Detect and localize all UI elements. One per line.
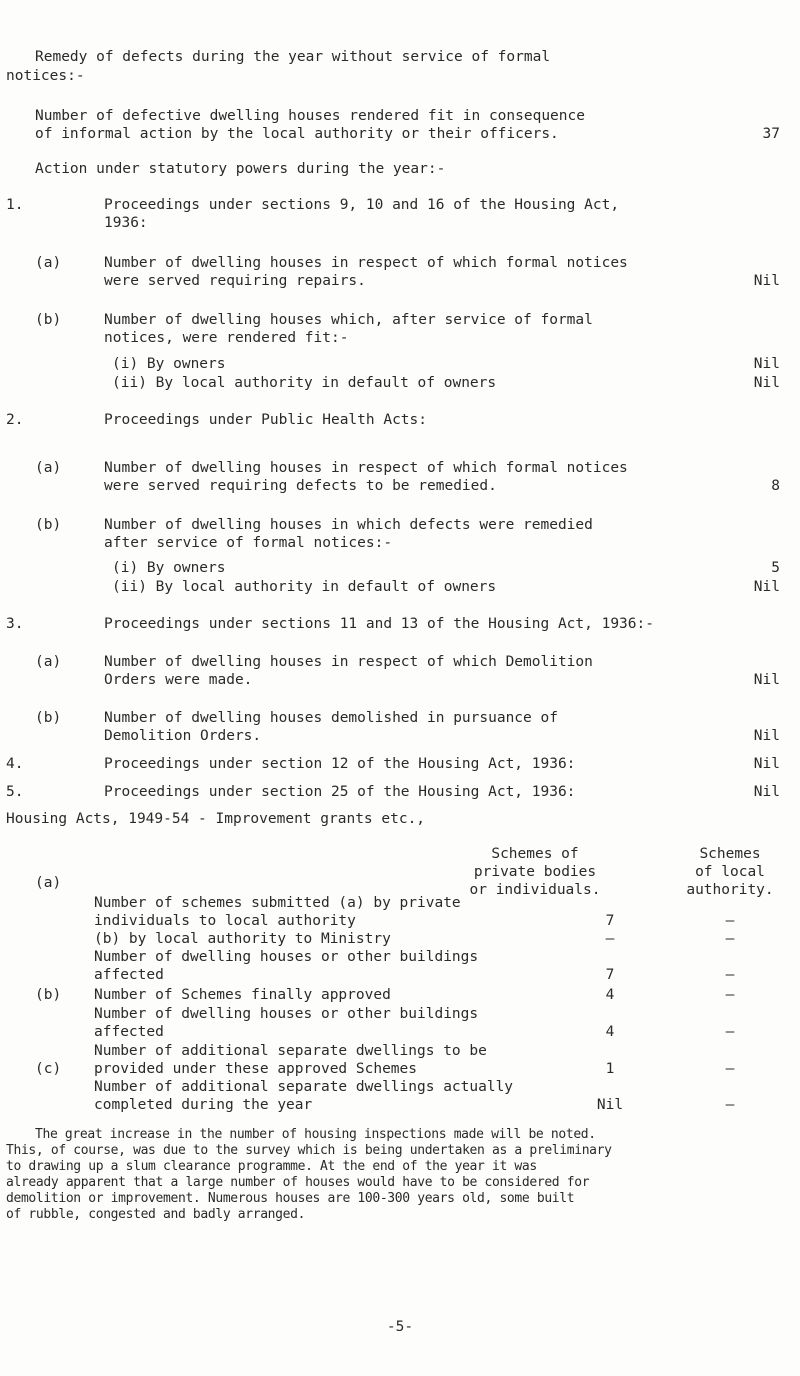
section-1b-line2: notices, were rendered fit:- (104, 330, 349, 346)
closing-line: demolition or improvement. Numerous houses are 100-300 years old, some built (6, 1191, 575, 1206)
closing-line: This, of course, was due to the survey which is being undertaken as a preliminary (6, 1143, 612, 1158)
remedy-heading-line1: Remedy of defects during the year without service of formal (35, 49, 551, 65)
section-1b-i: (i) By owners (112, 356, 226, 372)
section-4-number: 4. (6, 756, 24, 772)
closing-paragraph (6, 1127, 612, 1223)
section-1b-line1: Number of dwelling houses which, after service of formal (104, 312, 593, 328)
section-2b-label: (b) (35, 517, 62, 533)
section-1a-value: Nil (753, 273, 780, 289)
closing-line: to drawing up a slum clearance programme. At the end of the year it was (6, 1159, 537, 1174)
grants-row-value-private: Nil (596, 1097, 624, 1113)
section-2a-label: (a) (35, 460, 62, 476)
section-2b-line1: Number of dwelling houses in which defects were remedied (104, 517, 593, 533)
grants-row-text: Number of schemes submitted (a) by private (94, 895, 461, 911)
section-2-number: 2. (6, 412, 24, 428)
section-1-title-year: 1936: (104, 215, 148, 231)
section-1b-ii-value: Nil (753, 375, 780, 391)
statutory-heading: Action under statutory powers during the year:- (35, 161, 446, 177)
section-2b-i-value: 5 (771, 560, 780, 576)
section-1a-label: (a) (35, 255, 62, 271)
grants-row-value-private: 4 (605, 1024, 615, 1040)
section-3b-value: Nil (753, 728, 780, 744)
section-4-value: Nil (753, 756, 780, 772)
grants-row-text: (b) by local authority to Ministry (94, 931, 391, 947)
section-3a-line2: Orders were made. (104, 672, 253, 688)
section-1b-i-value: Nil (753, 356, 780, 372)
grants-row-value-local: – (725, 967, 735, 983)
grants-row-value-private: 7 (605, 913, 615, 929)
section-3a-label: (a) (35, 654, 62, 670)
grants-heading: Housing Acts, 1949-54 - Improvement grants etc., (6, 811, 426, 827)
grants-b-label: (b) (35, 987, 62, 1003)
section-2b-i: (i) By owners (112, 560, 226, 576)
section-2a-value: 8 (771, 478, 780, 494)
remedy-heading-line2: notices:- (6, 68, 85, 84)
page-number: -5- (386, 1319, 414, 1335)
section-3-number: 3. (6, 616, 24, 632)
section-2b-ii: (ii) By local authority in default of owners (112, 579, 497, 595)
section-3b-line2: Demolition Orders. (104, 728, 262, 744)
section-3b-label: (b) (35, 710, 62, 726)
grants-row-text: affected (94, 1024, 164, 1040)
grants-col2-header-line1: Schemes (699, 846, 761, 862)
section-2a-line1: Number of dwelling houses in respect of which formal notices (104, 460, 628, 476)
grants-row-text: Number of additional separate dwellings actually (94, 1079, 514, 1095)
grants-row-text: affected (94, 967, 164, 983)
grants-col2-header-line2: of local (695, 864, 765, 880)
section-1-title: Proceedings under sections 9, 10 and 16 of the Housing Act, (104, 197, 620, 213)
remedy-line1: Number of defective dwelling houses rendered fit in consequence (35, 108, 585, 124)
remedy-value: 37 (762, 126, 780, 142)
section-2-title: Proceedings under Public Health Acts: (104, 412, 428, 428)
grants-row-value-local: – (725, 913, 735, 929)
section-4-title: Proceedings under section 12 of the Housing Act, 1936: (104, 756, 576, 772)
grants-row-value-private: 1 (605, 1061, 615, 1077)
section-3b-line1: Number of dwelling houses demolished in pursuance of (104, 710, 558, 726)
section-1a-line2: were served requiring repairs. (104, 273, 366, 289)
section-2a-line2: were served requiring defects to be remedied. (104, 478, 497, 494)
section-5-title: Proceedings under section 25 of the Housing Act, 1936: (104, 784, 576, 800)
grants-row-text: completed during the year (94, 1097, 313, 1113)
grants-row-text: individuals to local authority (94, 913, 356, 929)
grants-row-text: Number of Schemes finally approved (94, 987, 391, 1003)
grants-row-value-local: – (725, 987, 735, 1003)
section-3a-value: Nil (753, 672, 780, 688)
section-5-number: 5. (6, 784, 24, 800)
grants-row-value-local: – (725, 1061, 735, 1077)
section-5-value: Nil (753, 784, 780, 800)
section-2b-line2: after service of formal notices:- (104, 535, 393, 551)
grants-row-text: Number of additional separate dwellings to be (94, 1043, 487, 1059)
section-1b-label: (b) (35, 312, 62, 328)
section-3a-line1: Number of dwelling houses in respect of which Demolition (104, 654, 593, 670)
grants-col2-header-line3: authority. (686, 882, 774, 898)
grants-row-value-private: – (605, 931, 615, 947)
section-1a-line1: Number of dwelling houses in respect of which formal notices (104, 255, 628, 271)
closing-line: of rubble, congested and badly arranged. (6, 1207, 306, 1222)
section-1b-ii: (ii) By local authority in default of owners (112, 375, 497, 391)
grants-row-value-local: – (725, 1097, 735, 1113)
grants-c-label: (c) (35, 1061, 62, 1077)
section-3-title: Proceedings under sections 11 and 13 of the Housing Act, 1936:- (104, 616, 654, 632)
remedy-line2: of informal action by the local authority or their officers. (35, 126, 559, 142)
grants-row-text: provided under these approved Schemes (94, 1061, 418, 1077)
grants-row-text: Number of dwelling houses or other buildings (94, 949, 479, 965)
grants-a-label: (a) (35, 875, 62, 891)
section-2b-ii-value: Nil (753, 579, 780, 595)
grants-col1-header-line3: or individuals. (469, 882, 601, 898)
grants-row-value-local: – (725, 931, 735, 947)
grants-row-value-private: 4 (605, 987, 615, 1003)
grants-row-value-local: – (725, 1024, 735, 1040)
closing-line: already apparent that a large number of houses would have to be considered for (6, 1175, 590, 1190)
section-1-number: 1. (6, 197, 24, 213)
grants-col1-header-line1: Schemes of (491, 846, 579, 862)
closing-line: The great increase in the number of housing inspections made will be noted. (35, 1127, 596, 1142)
grants-row-text: Number of dwelling houses or other buildings (94, 1006, 479, 1022)
grants-col1-header-line2: private bodies (473, 864, 597, 880)
grants-row-value-private: 7 (605, 967, 615, 983)
